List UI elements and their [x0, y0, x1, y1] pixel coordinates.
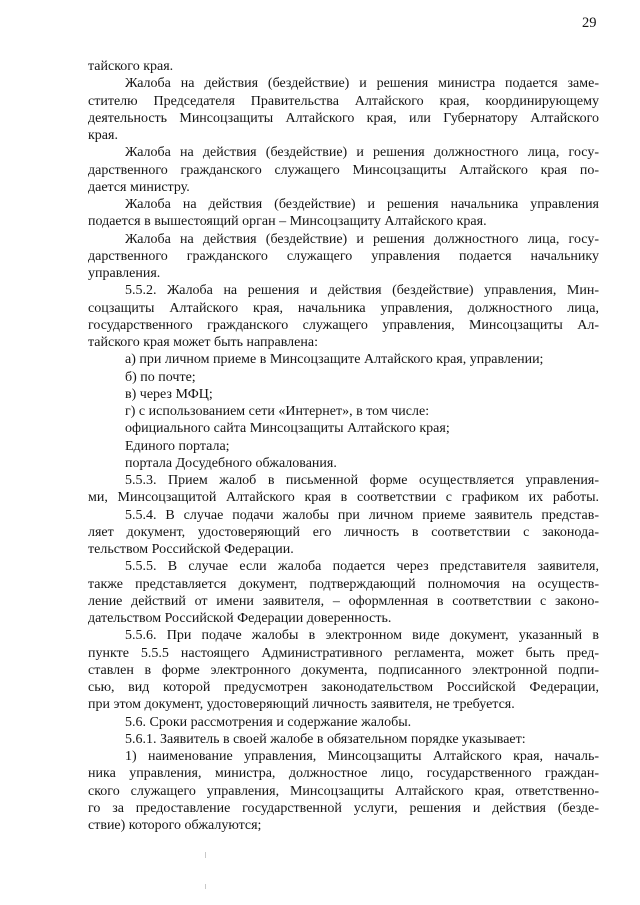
list-item: Единого портала; [125, 438, 230, 454]
text-line: подается в вышестоящий орган – Минсоцзащиту Алтайского края. [88, 214, 487, 230]
section-heading: 5.6. Сроки рассмотрения и содержание жалобы. [125, 714, 412, 730]
text-line: также представляется документ, подтверждающий полномочия на осуществ- [88, 576, 599, 592]
text-line: пункте 5.5.5 настоящего Административного регламента, может быть пред- [88, 645, 599, 661]
text-line: сью, вид которой предусмотрен законодательством Российской Федерации, [88, 680, 599, 695]
text-line: Жалоба на действия (бездействие) и решения должностного лица, госу- [125, 145, 599, 161]
text-line: 5.5.4. В случае подачи жалобы при личном приеме заявитель представ- [125, 507, 599, 523]
text-line: 5.5.2. Жалоба на решения и действия (бездействие) управления, Мин- [125, 283, 599, 299]
text-line: 5.5.3. Прием жалоб в письменной форме осуществляется управления- [125, 473, 599, 488]
text-line: края. [88, 128, 118, 143]
text-line: ника управления, министра, должностное лицо, государственного граждан- [88, 766, 599, 782]
page-number: 29 [582, 15, 597, 31]
text-line: дарственного гражданского служащего Минсоцзащиты Алтайского края по- [88, 162, 599, 178]
text-line: дарственного гражданского служащего управления подается начальнику [88, 248, 599, 264]
scan-mark [205, 884, 206, 889]
text-line: ского служащего управления, Минсоцзащиты Алтайского края, ответственно- [88, 783, 599, 799]
text-line: соцзащиты Алтайского края, начальника управления, должностного лица, [88, 300, 599, 316]
list-item: в) через МФЦ; [125, 386, 213, 402]
text-line: стителю Председателя Правительства Алтайского края, координирующему [88, 93, 599, 109]
document-body [88, 58, 599, 834]
list-item: портала Досудебного обжалования. [125, 455, 337, 471]
text-line: государственного гражданского служащего управления, Минсоцзащиты Ал- [88, 317, 599, 333]
text-line: 5.5.5. В случае если жалоба подается через представителя заявителя, [125, 559, 599, 575]
text-line: тайского края. [88, 59, 174, 74]
text-line: управления. [88, 266, 161, 281]
text-line: ми, Минсоцзащитой Алтайского края в соответствии с графиком их работы. [88, 490, 599, 506]
text-line: Жалоба на действия (бездействие) и решения министра подается заме- [125, 76, 599, 92]
text-line: ставлен в форме электронного документа, подписанного электронной подпи- [88, 662, 599, 678]
text-line: тельством Российской Федерации. [88, 542, 294, 557]
text-line: Жалоба на действия (бездействие) и решения должностного лица, госу- [125, 231, 599, 247]
text-line: дается министру. [88, 179, 190, 195]
text-line: ление действий от имени заявителя, – оформленная в соответствии с законо- [88, 593, 599, 609]
text-line: 1) наименование управления, Минсоцзащиты Алтайского края, началь- [125, 749, 599, 764]
scan-mark [205, 852, 206, 858]
list-item: б) по почте; [125, 369, 196, 385]
text-line: Жалоба на действия (бездействие) и решения начальника управления [125, 197, 599, 212]
text-line: 5.5.6. При подаче жалобы в электронном виде документ, указанный в [125, 628, 599, 644]
text-line: дательством Российской Федерации доверенность. [88, 611, 392, 626]
text-line: го за предоставление государственной услуги, решения и действия (безде- [88, 800, 599, 816]
list-item: а) при личном приеме в Минсоцзащите Алтайского края, управлении; [125, 352, 544, 368]
text-line: ствие) которого обжалуются; [88, 818, 262, 833]
text-line: ляет документ, удостоверяющий его личность в соответствии с законода- [88, 524, 599, 540]
text-line: 5.6.1. Заявитель в своей жалобе в обязательном порядке указывает: [125, 731, 526, 747]
text-line: деятельность Минсоцзащиты Алтайского края, или Губернатору Алтайского [88, 110, 599, 126]
text-line: при этом документ, удостоверяющий личность заявителя, не требуется. [88, 697, 515, 713]
list-item: г) с использованием сети «Интернет», в том числе: [125, 404, 430, 419]
list-item: официального сайта Минсоцзащиты Алтайского края; [125, 421, 450, 437]
text-line: тайского края может быть направлена: [88, 335, 318, 350]
